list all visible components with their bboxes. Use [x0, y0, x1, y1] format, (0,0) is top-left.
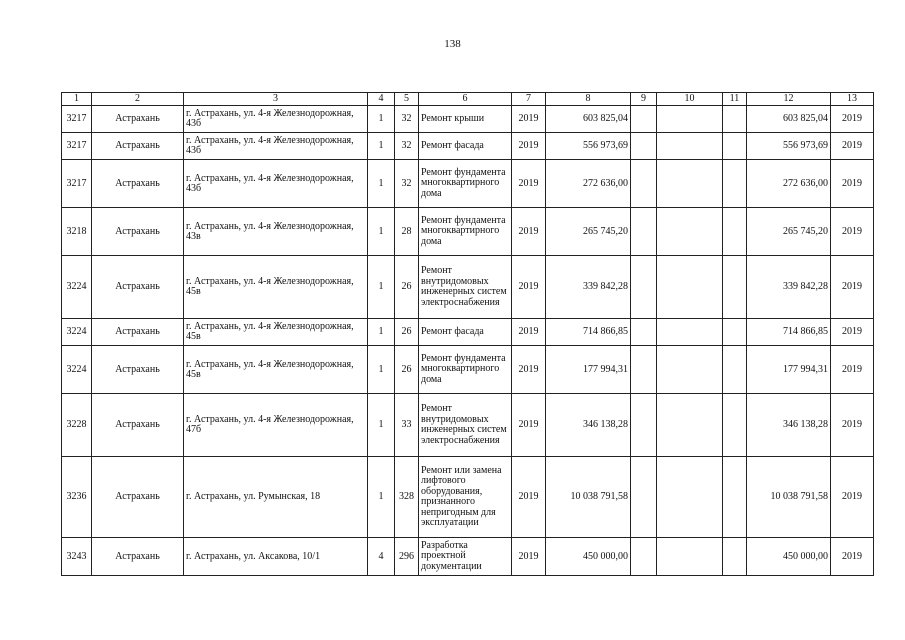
cost-regional-cell [657, 538, 723, 576]
column-header: 2 [92, 93, 184, 106]
entrance-count-cell: 1 [368, 106, 395, 133]
entrance-count-cell: 1 [368, 208, 395, 256]
address-cell: г. Астрахань, ул. 4-я Железнодорожная, 43в [184, 208, 368, 256]
table-row [62, 160, 874, 208]
work-type-cell: Ремонт фасада [419, 319, 512, 346]
header-row [62, 93, 874, 106]
address-cell: г. Астрахань, ул. 4-я Железнодорожная, 43б [184, 133, 368, 160]
column-header: 10 [657, 93, 723, 106]
cost-local-cell [723, 133, 747, 160]
apartment-count-cell: 32 [395, 106, 419, 133]
cost-federal-cell [631, 133, 657, 160]
house-id-cell: 3236 [62, 457, 92, 538]
planned-year-cell: 2019 [512, 346, 546, 394]
entrance-count-cell: 1 [368, 133, 395, 160]
planned-year-cell: 2019 [512, 457, 546, 538]
column-header: 13 [831, 93, 874, 106]
completion-year-cell: 2019 [831, 133, 874, 160]
municipality-cell: Астрахань [92, 457, 184, 538]
work-type-cell: Ремонт фундамента многоквартирного дома [419, 208, 512, 256]
planned-year-cell: 2019 [512, 160, 546, 208]
table-row [62, 133, 874, 160]
table-row [62, 394, 874, 457]
apartment-count-cell: 28 [395, 208, 419, 256]
cost-total-cell: 346 138,28 [546, 394, 631, 457]
house-id-cell: 3228 [62, 394, 92, 457]
cost-owner-cell: 714 866,85 [747, 319, 831, 346]
cost-federal-cell [631, 256, 657, 319]
completion-year-cell: 2019 [831, 319, 874, 346]
work-type-cell: Ремонт внутридомовых инженерных систем электроснабжения [419, 256, 512, 319]
cost-local-cell [723, 394, 747, 457]
column-header: 6 [419, 93, 512, 106]
cost-regional-cell [657, 394, 723, 457]
cost-total-cell: 603 825,04 [546, 106, 631, 133]
cost-regional-cell [657, 106, 723, 133]
house-id-cell: 3218 [62, 208, 92, 256]
cost-federal-cell [631, 208, 657, 256]
house-id-cell: 3217 [62, 133, 92, 160]
table-row [62, 106, 874, 133]
planned-year-cell: 2019 [512, 133, 546, 160]
municipality-cell: Астрахань [92, 394, 184, 457]
planned-year-cell: 2019 [512, 394, 546, 457]
planned-year-cell: 2019 [512, 538, 546, 576]
cost-local-cell [723, 346, 747, 394]
register-table [61, 92, 874, 576]
planned-year-cell: 2019 [512, 106, 546, 133]
house-id-cell: 3224 [62, 256, 92, 319]
cost-regional-cell [657, 319, 723, 346]
work-type-cell: Ремонт крыши [419, 106, 512, 133]
completion-year-cell: 2019 [831, 106, 874, 133]
work-type-cell: Ремонт фундамента многоквартирного дома [419, 346, 512, 394]
table-row [62, 256, 874, 319]
cost-local-cell [723, 208, 747, 256]
house-id-cell: 3217 [62, 106, 92, 133]
apartment-count-cell: 26 [395, 346, 419, 394]
municipality-cell: Астрахань [92, 319, 184, 346]
cost-local-cell [723, 160, 747, 208]
completion-year-cell: 2019 [831, 457, 874, 538]
table-body [62, 106, 874, 576]
cost-owner-cell: 346 138,28 [747, 394, 831, 457]
municipality-cell: Астрахань [92, 538, 184, 576]
address-cell: г. Астрахань, ул. 4-я Железнодорожная, 45в [184, 256, 368, 319]
municipality-cell: Астрахань [92, 208, 184, 256]
cost-total-cell: 265 745,20 [546, 208, 631, 256]
planned-year-cell: 2019 [512, 208, 546, 256]
column-header: 5 [395, 93, 419, 106]
cost-owner-cell: 450 000,00 [747, 538, 831, 576]
completion-year-cell: 2019 [831, 394, 874, 457]
house-id-cell: 3243 [62, 538, 92, 576]
cost-regional-cell [657, 256, 723, 319]
cost-owner-cell: 603 825,04 [747, 106, 831, 133]
table-row [62, 346, 874, 394]
apartment-count-cell: 296 [395, 538, 419, 576]
cost-total-cell: 177 994,31 [546, 346, 631, 394]
cost-local-cell [723, 457, 747, 538]
column-header: 3 [184, 93, 368, 106]
completion-year-cell: 2019 [831, 256, 874, 319]
column-header: 11 [723, 93, 747, 106]
entrance-count-cell: 1 [368, 346, 395, 394]
cost-regional-cell [657, 208, 723, 256]
cost-regional-cell [657, 457, 723, 538]
work-type-cell: Разработка проектной документации [419, 538, 512, 576]
apartment-count-cell: 26 [395, 319, 419, 346]
address-cell: г. Астрахань, ул. Румынская, 18 [184, 457, 368, 538]
apartment-count-cell: 328 [395, 457, 419, 538]
address-cell: г. Астрахань, ул. 4-я Железнодорожная, 43б [184, 160, 368, 208]
entrance-count-cell: 1 [368, 394, 395, 457]
house-id-cell: 3224 [62, 346, 92, 394]
column-header: 9 [631, 93, 657, 106]
cost-total-cell: 10 038 791,58 [546, 457, 631, 538]
apartment-count-cell: 26 [395, 256, 419, 319]
cost-local-cell [723, 538, 747, 576]
cost-total-cell: 339 842,28 [546, 256, 631, 319]
entrance-count-cell: 1 [368, 160, 395, 208]
municipality-cell: Астрахань [92, 160, 184, 208]
cost-total-cell: 450 000,00 [546, 538, 631, 576]
work-type-cell: Ремонт фундамента многоквартирного дома [419, 160, 512, 208]
address-cell: г. Астрахань, ул. 4-я Железнодорожная, 45в [184, 346, 368, 394]
entrance-count-cell: 4 [368, 538, 395, 576]
cost-total-cell: 714 866,85 [546, 319, 631, 346]
municipality-cell: Астрахань [92, 133, 184, 160]
table-row [62, 538, 874, 576]
column-header: 4 [368, 93, 395, 106]
cost-federal-cell [631, 394, 657, 457]
address-cell: г. Астрахань, ул. 4-я Железнодорожная, 47б [184, 394, 368, 457]
cost-owner-cell: 339 842,28 [747, 256, 831, 319]
planned-year-cell: 2019 [512, 319, 546, 346]
cost-owner-cell: 272 636,00 [747, 160, 831, 208]
municipality-cell: Астрахань [92, 106, 184, 133]
entrance-count-cell: 1 [368, 457, 395, 538]
municipality-cell: Астрахань [92, 256, 184, 319]
table-row [62, 457, 874, 538]
work-type-cell: Ремонт или замена лифтового оборудования, признанного непригодным для эксплуатации [419, 457, 512, 538]
table-row [62, 208, 874, 256]
entrance-count-cell: 1 [368, 319, 395, 346]
address-cell: г. Астрахань, ул. 4-я Железнодорожная, 45в [184, 319, 368, 346]
cost-owner-cell: 177 994,31 [747, 346, 831, 394]
page-number: 138 [444, 38, 461, 50]
cost-local-cell [723, 106, 747, 133]
completion-year-cell: 2019 [831, 538, 874, 576]
cost-local-cell [723, 319, 747, 346]
cost-federal-cell [631, 457, 657, 538]
column-header: 8 [546, 93, 631, 106]
apartment-count-cell: 32 [395, 160, 419, 208]
apartment-count-cell: 33 [395, 394, 419, 457]
cost-federal-cell [631, 319, 657, 346]
column-header: 7 [512, 93, 546, 106]
cost-total-cell: 556 973,69 [546, 133, 631, 160]
cost-total-cell: 272 636,00 [546, 160, 631, 208]
cost-regional-cell [657, 346, 723, 394]
house-id-cell: 3217 [62, 160, 92, 208]
cost-owner-cell: 265 745,20 [747, 208, 831, 256]
cost-federal-cell [631, 538, 657, 576]
completion-year-cell: 2019 [831, 160, 874, 208]
house-id-cell: 3224 [62, 319, 92, 346]
apartment-count-cell: 32 [395, 133, 419, 160]
municipality-cell: Астрахань [92, 346, 184, 394]
entrance-count-cell: 1 [368, 256, 395, 319]
cost-federal-cell [631, 160, 657, 208]
cost-local-cell [723, 256, 747, 319]
work-type-cell: Ремонт фасада [419, 133, 512, 160]
cost-owner-cell: 10 038 791,58 [747, 457, 831, 538]
completion-year-cell: 2019 [831, 208, 874, 256]
column-header: 1 [62, 93, 92, 106]
cost-regional-cell [657, 160, 723, 208]
cost-regional-cell [657, 133, 723, 160]
cost-federal-cell [631, 106, 657, 133]
completion-year-cell: 2019 [831, 346, 874, 394]
cost-owner-cell: 556 973,69 [747, 133, 831, 160]
planned-year-cell: 2019 [512, 256, 546, 319]
table-row [62, 319, 874, 346]
cost-federal-cell [631, 346, 657, 394]
address-cell: г. Астрахань, ул. 4-я Железнодорожная, 43б [184, 106, 368, 133]
column-header: 12 [747, 93, 831, 106]
address-cell: г. Астрахань, ул. Аксакова, 10/1 [184, 538, 368, 576]
work-type-cell: Ремонт внутридомовых инженерных систем электроснабжения [419, 394, 512, 457]
